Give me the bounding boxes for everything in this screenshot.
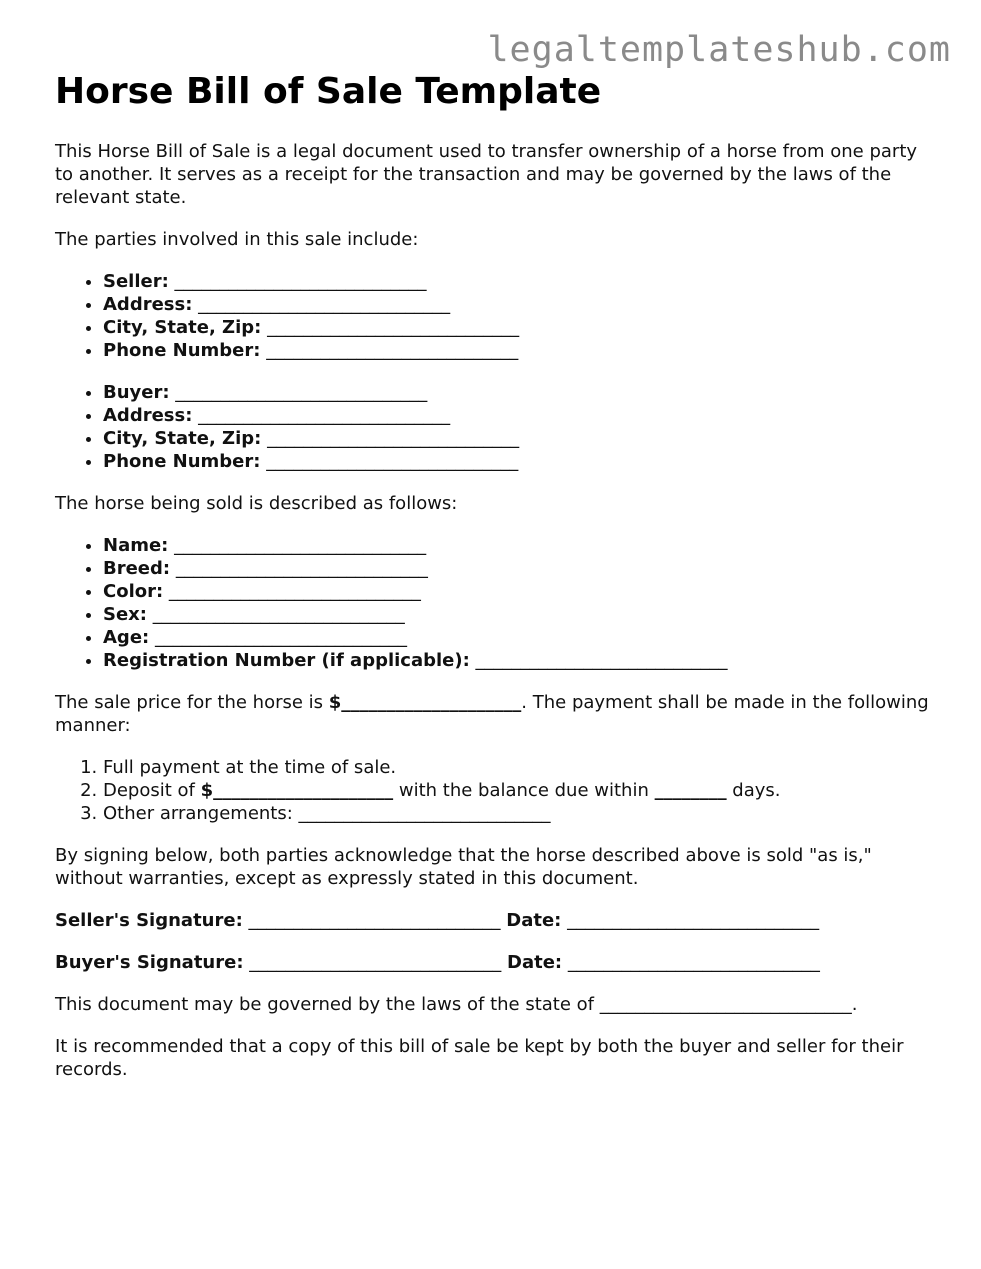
- buyer-date-blank[interactable]: ____________________________: [567, 952, 820, 973]
- seller-date-blank[interactable]: ____________________________: [567, 910, 820, 931]
- other-arrangements-label: Other arrangements:: [103, 803, 299, 824]
- deposit-amount-blank[interactable]: ____________________: [213, 780, 394, 801]
- list-item: [103, 404, 935, 427]
- sale-price-suffix: . The payment shall be made in the following manner:: [55, 692, 929, 736]
- sale-price-prefix: The sale price for the horse is: [55, 692, 329, 713]
- field-label: Buyer:: [103, 382, 170, 403]
- currency-symbol: $: [328, 692, 342, 713]
- list-item: [103, 316, 935, 339]
- balance-days-blank[interactable]: ________: [654, 780, 727, 801]
- buyer-phone-blank[interactable]: ____________________________: [266, 451, 519, 472]
- list-item: [103, 381, 935, 404]
- deposit-suffix: days.: [726, 780, 781, 801]
- list-item: [103, 779, 935, 802]
- field-label: City, State, Zip:: [103, 317, 262, 338]
- list-item: [103, 270, 935, 293]
- buyer-address-blank[interactable]: ____________________________: [198, 405, 451, 426]
- intro-paragraph: This Horse Bill of Sale is a legal document used to transfer ownership of a horse from one party to another. It serves as a receipt for the transaction and may be governed by the laws of the relevant state.: [55, 141, 918, 208]
- governing-law-paragraph: [55, 993, 935, 1016]
- buyer-name-blank[interactable]: ____________________________: [175, 382, 428, 403]
- field-label: City, State, Zip:: [103, 428, 262, 449]
- seller-name-blank[interactable]: ____________________________: [174, 271, 427, 292]
- list-item: [103, 603, 935, 626]
- parties-intro: The parties involved in this sale include:: [55, 229, 419, 250]
- buyer-signature-label: Buyer's Signature:: [55, 952, 244, 973]
- horse-intro: The horse being sold is described as follows:: [55, 493, 458, 514]
- date-label: Date:: [507, 952, 563, 973]
- list-item: [103, 427, 935, 450]
- governing-law-suffix: .: [851, 994, 858, 1015]
- seller-signature-label: Seller's Signature:: [55, 910, 243, 931]
- acknowledgement-paragraph: By signing below, both parties acknowledge that the horse described above is sold "as is," without warranties, except as expressly stated in this document.: [55, 845, 872, 889]
- deposit-prefix: Deposit of: [103, 780, 201, 801]
- field-label: Phone Number:: [103, 451, 261, 472]
- payment-options-list: [55, 756, 935, 825]
- field-label: Sex:: [103, 604, 147, 625]
- field-label: Phone Number:: [103, 340, 261, 361]
- list-item: [103, 293, 935, 316]
- deposit-middle: with the balance due within: [393, 780, 655, 801]
- list-item: 1. Full payment at the time of sale.: [103, 756, 935, 779]
- field-label: Seller:: [103, 271, 169, 292]
- horse-breed-blank[interactable]: ____________________________: [175, 558, 428, 579]
- horse-name-blank[interactable]: ____________________________: [174, 535, 427, 556]
- field-label: Color:: [103, 581, 164, 602]
- field-label: Address:: [103, 405, 193, 426]
- buyer-fields-list: [55, 381, 935, 473]
- list-item: [103, 626, 935, 649]
- seller-phone-blank[interactable]: ____________________________: [266, 340, 519, 361]
- buyer-signature-blank[interactable]: ____________________________: [249, 952, 502, 973]
- document-body: [55, 70, 935, 1100]
- page-title: Horse Bill of Sale Template: [55, 71, 602, 112]
- seller-fields-list: [55, 270, 935, 362]
- governing-law-prefix: This document may be governed by the laws of the state of: [55, 994, 600, 1015]
- currency-symbol: $: [200, 780, 214, 801]
- other-arrangements-blank[interactable]: ____________________________: [298, 803, 551, 824]
- horse-registration-blank[interactable]: ____________________________: [475, 650, 728, 671]
- field-label: Age:: [103, 627, 150, 648]
- field-label: Name:: [103, 535, 169, 556]
- seller-city-blank[interactable]: ____________________________: [267, 317, 520, 338]
- list-item: [103, 534, 935, 557]
- buyer-city-blank[interactable]: ____________________________: [267, 428, 520, 449]
- field-label: Breed:: [103, 558, 171, 579]
- sale-price-paragraph: [55, 691, 935, 737]
- seller-signature-blank[interactable]: ____________________________: [248, 910, 501, 931]
- buyer-signature-row: [55, 951, 935, 974]
- seller-signature-row: [55, 909, 935, 932]
- list-item: [103, 450, 935, 473]
- list-item: [103, 802, 935, 825]
- field-label: Registration Number (if applicable):: [103, 650, 470, 671]
- horse-fields-list: [55, 534, 935, 672]
- sale-price-blank[interactable]: ____________________: [341, 692, 522, 713]
- recommendation-paragraph: It is recommended that a copy of this bill of sale be kept by both the buyer and seller for their records.: [55, 1036, 904, 1080]
- list-item: [103, 339, 935, 362]
- horse-age-blank[interactable]: ____________________________: [154, 627, 407, 648]
- watermark: legaltemplateshub.com: [487, 30, 951, 70]
- date-label: Date:: [506, 910, 562, 931]
- horse-color-blank[interactable]: ____________________________: [168, 581, 421, 602]
- list-item: [103, 557, 935, 580]
- seller-address-blank[interactable]: ____________________________: [198, 294, 451, 315]
- horse-sex-blank[interactable]: ____________________________: [152, 604, 405, 625]
- governing-state-blank[interactable]: ____________________________: [599, 994, 852, 1015]
- field-label: Address:: [103, 294, 193, 315]
- list-item: [103, 649, 935, 672]
- list-item: [103, 580, 935, 603]
